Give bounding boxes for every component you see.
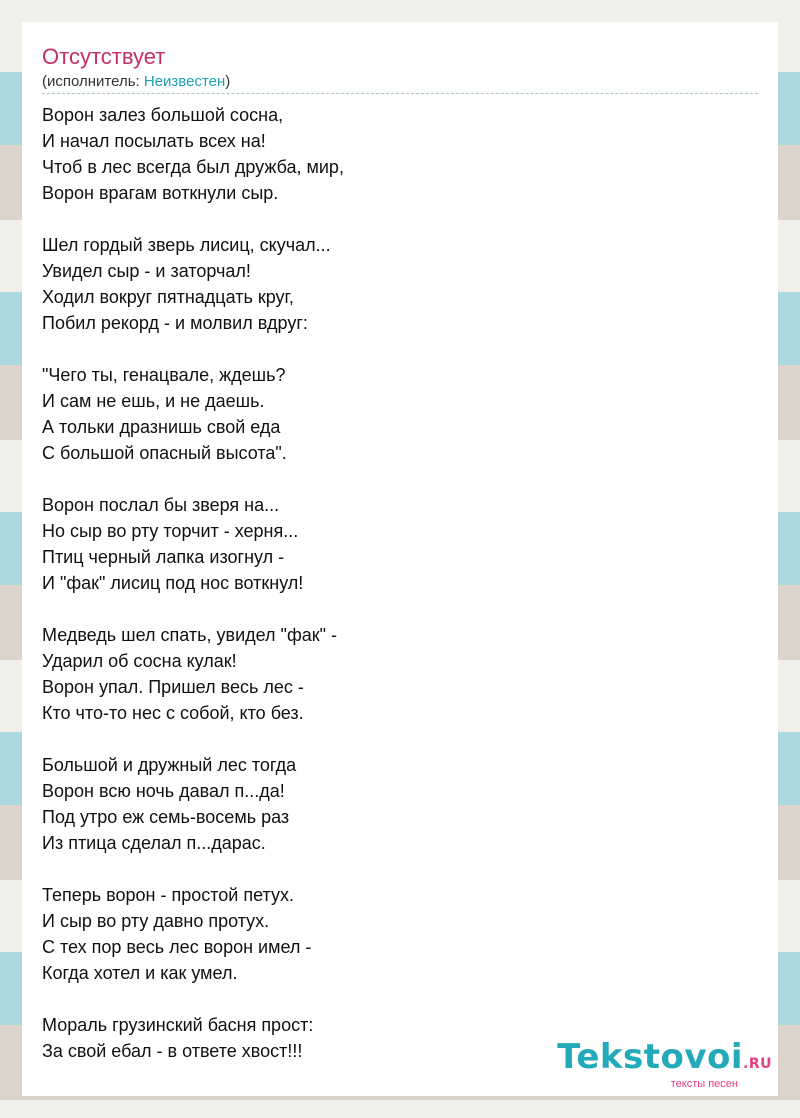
logo-suffix: .RU [743,1056,772,1072]
lyric-line: Но сыр во рту торчит - херня... [42,521,299,541]
lyric-line: Увидел сыр - и заторчал! [42,261,251,281]
lyric-line: И начал посылать всех на! [42,131,266,151]
lyric-line [42,596,758,622]
song-title: Отсутствует [42,44,166,69]
lyric-line [42,466,758,492]
lyric-line [42,986,758,1012]
lyric-line: И сам не ешь, и не даешь. [42,391,265,411]
lyric-line: С большой опасный высота". [42,443,287,463]
lyric-line: Мораль грузинский басня прост: [42,1015,314,1035]
title-divider [42,93,758,94]
lyric-line: Ворон упал. Пришел весь лес - [42,677,304,697]
artist-suffix: ) [225,73,231,90]
site-logo[interactable] [557,1039,772,1090]
lyric-line: Теперь ворон - простой петух. [42,885,294,905]
lyric-line: Шел гордый зверь лисиц, скучал... [42,235,331,255]
lyric-line: Кто что-то нес с собой, кто без. [42,703,304,723]
lyric-line: Из птица сделал п...дарас. [42,833,266,853]
lyrics-card [22,22,778,1096]
lyric-line: Когда хотел и как умел. [42,963,238,983]
lyric-line: Ходил вокруг пятнадцать круг, [42,287,294,307]
lyric-line: "Чего ты, генацвале, ждешь? [42,365,286,385]
lyric-line: Медведь шел спать, увидел "фак" - [42,625,338,645]
lyric-line: Ворон всю ночь давал п...да! [42,781,285,801]
lyric-line: Побил рекорд - и молвил вдруг: [42,313,308,333]
lyric-line: С тех пор весь лес ворон имел - [42,937,312,957]
lyric-line: Под утро еж семь-восемь раз [42,807,290,827]
lyric-line: Чтоб в лес всегда был дружба, мир, [42,157,344,177]
lyrics-text [42,102,758,1064]
lyric-line: Ударил об сосна кулак! [42,651,237,671]
artist-line [42,73,230,91]
lyric-line [42,726,758,752]
lyric-line: Ворон послал бы зверя на... [42,495,280,515]
lyric-line [42,206,758,232]
lyric-line: Птиц черный лапка изогнул - [42,547,285,567]
artist-prefix: (исполнитель: [42,73,144,90]
lyric-line: И сыр во рту давно протух. [42,911,270,931]
logo-wordmark [557,1039,772,1082]
lyric-line: Большой и дружный лес тогда [42,755,297,775]
lyric-line [42,336,758,362]
lyric-line: За свой ебал - в ответе хвост!!! [42,1041,303,1061]
lyric-line: И "фак" лисиц под нос воткнул! [42,573,304,593]
logo-tagline: тексты песен [670,1078,738,1090]
artist-link[interactable]: Неизвестен [143,73,226,90]
logo-main-text: Tekstovoi [557,1037,744,1077]
lyric-line: Ворон залез большой сосна, [42,105,284,125]
lyric-line [42,856,758,882]
lyric-line: Ворон врагам воткнули сыр. [42,183,279,203]
lyric-line: А тольки дразнишь свой еда [42,417,281,437]
